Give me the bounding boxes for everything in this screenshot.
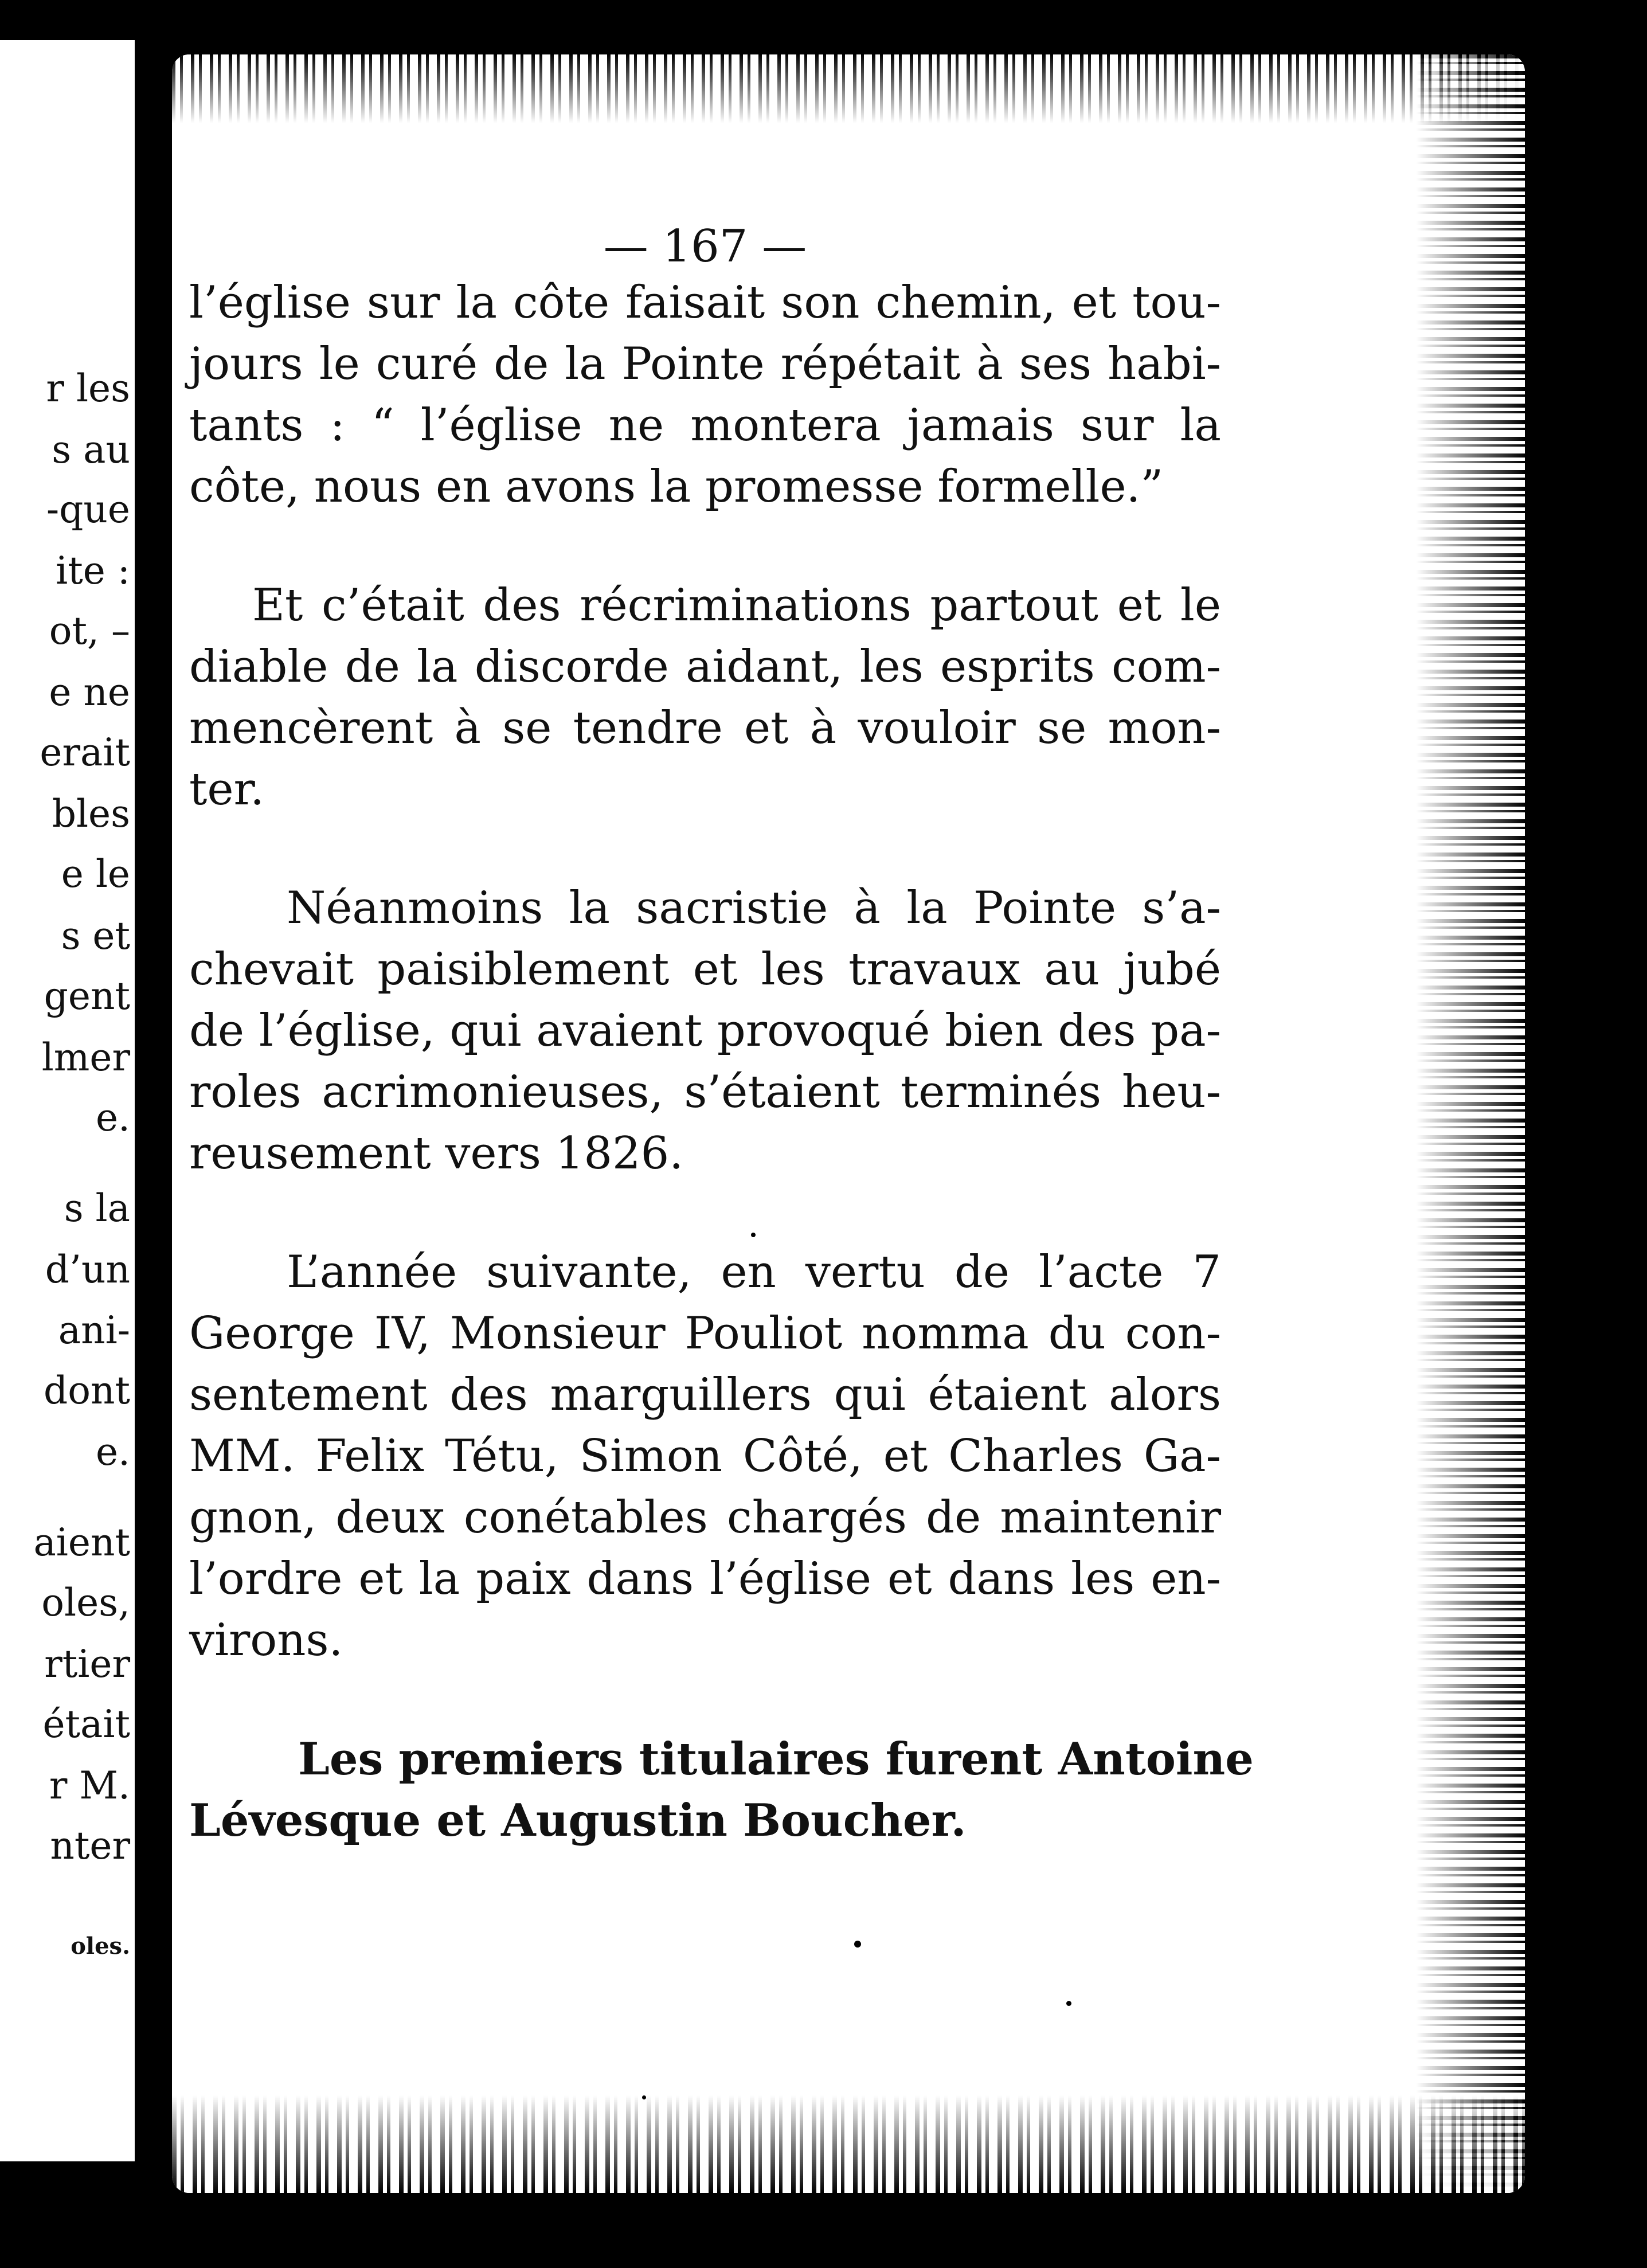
text-line: chevait paisiblement et les travaux au jubé bbox=[189, 944, 1221, 995]
adjacent-line: s la bbox=[64, 1186, 130, 1230]
text-line: George IV, Monsieur Pouliot nomma du con- bbox=[189, 1308, 1221, 1359]
adjacent-footnote: oles. bbox=[71, 1933, 130, 1960]
paragraph bbox=[189, 575, 1221, 820]
adjacent-line: s au bbox=[52, 428, 130, 472]
adjacent-line: erait bbox=[40, 730, 130, 775]
adjacent-line: e le bbox=[61, 852, 130, 896]
scan-speck bbox=[854, 1941, 861, 1948]
adjacent-line: rtier bbox=[44, 1642, 130, 1686]
text-line: MM. Felix Tétu, Simon Côté, et Charles Ga- bbox=[189, 1430, 1221, 1482]
text-line: gnon, deux conétables chargés de maintenir bbox=[189, 1492, 1221, 1543]
text-line: sentement des marguillers qui étaient alors bbox=[189, 1369, 1221, 1421]
adjacent-line: ani- bbox=[58, 1308, 130, 1352]
scan-edge-bottom bbox=[172, 2095, 1525, 2193]
text-line: Lévesque et Augustin Boucher. bbox=[189, 1794, 967, 1847]
text-line: l’ordre et la paix dans l’église et dans les en- bbox=[189, 1553, 1221, 1605]
adjacent-line: s et bbox=[61, 914, 130, 958]
text-line: mencèrent à se tendre et à vouloir se mon- bbox=[189, 702, 1221, 754]
adjacent-line: lmer bbox=[41, 1035, 130, 1080]
text-line: tants : “ l’église ne montera jamais sur la bbox=[189, 400, 1221, 451]
adjacent-line: r M. bbox=[49, 1763, 130, 1808]
scan-speck bbox=[751, 1233, 756, 1237]
adjacent-line: dont bbox=[43, 1368, 130, 1413]
text-line: ter. bbox=[189, 764, 265, 815]
adjacent-line: e. bbox=[95, 1430, 130, 1474]
adjacent-line: nter bbox=[50, 1824, 130, 1868]
text-line: Les premiers titulaires furent Antoine bbox=[298, 1733, 1254, 1785]
scan-edge-right bbox=[1416, 54, 1525, 2193]
scan-speck bbox=[1066, 2001, 1071, 2006]
adjacent-line: e. bbox=[95, 1096, 130, 1140]
adjacent-line: bles bbox=[52, 792, 130, 836]
text-line: de l’église, qui avaient provoqué bien des pa- bbox=[189, 1005, 1221, 1057]
text-line: jours le curé de la Pointe répétait à ses habi- bbox=[189, 338, 1221, 390]
adjacent-line: oles, bbox=[41, 1581, 130, 1625]
text-line: l’église sur la côte faisait son chemin, et tou- bbox=[189, 277, 1221, 329]
paragraph bbox=[189, 1729, 1254, 1851]
text-line: diable de la discorde aidant, les esprits com- bbox=[189, 641, 1221, 693]
text-line: Néanmoins la sacristie à la Pointe s’a- bbox=[287, 882, 1221, 934]
text-line: virons. bbox=[189, 1614, 343, 1666]
adjacent-line: e ne bbox=[49, 670, 130, 714]
paragraph bbox=[189, 1242, 1221, 1671]
adjacent-line: aient bbox=[33, 1520, 130, 1565]
text-line: côte, nous en avons la promesse formelle.” bbox=[189, 461, 1164, 513]
adjacent-line: ite : bbox=[56, 549, 130, 593]
adjacent-line: -que bbox=[46, 487, 130, 531]
page-body bbox=[189, 221, 1254, 1851]
page-number: — 167 — bbox=[603, 221, 807, 272]
adjacent-line: r les bbox=[46, 366, 130, 410]
adjacent-line: ot, – bbox=[49, 609, 130, 653]
adjacent-line: gent bbox=[44, 974, 130, 1018]
paragraph bbox=[189, 272, 1221, 518]
text-line: L’année suivante, en vertu de l’acte 7 bbox=[287, 1246, 1221, 1298]
text-line: Et c’était des récriminations partout et le bbox=[252, 580, 1221, 631]
main-page bbox=[172, 54, 1525, 2193]
text-line: reusement vers 1826. bbox=[189, 1128, 683, 1179]
adjacent-page-strip bbox=[0, 40, 135, 2161]
paragraph bbox=[189, 878, 1221, 1184]
text-line: roles acrimonieuses, s’étaient terminés heu- bbox=[189, 1066, 1221, 1118]
scan-edge-top bbox=[172, 54, 1525, 123]
adjacent-line: d’un bbox=[45, 1248, 130, 1292]
scan-speck bbox=[642, 2095, 646, 2099]
adjacent-line: était bbox=[42, 1702, 130, 1746]
